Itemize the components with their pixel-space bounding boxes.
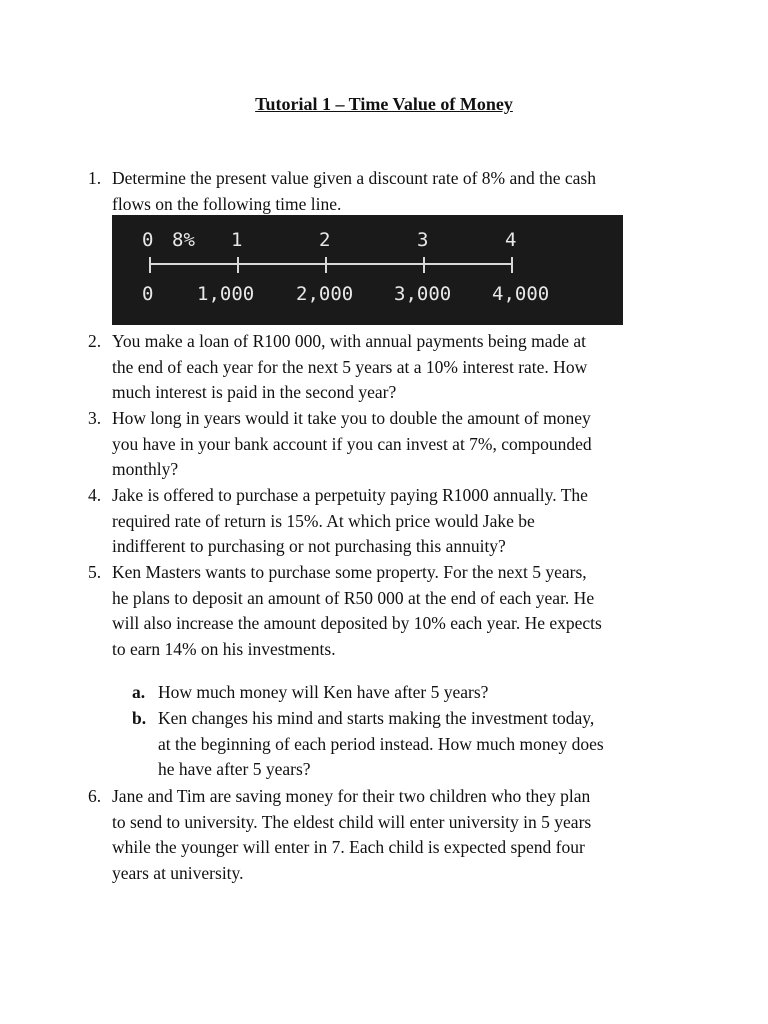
question-text-line: Ken Masters wants to purchase some property. For the next 5 years, [112, 562, 587, 582]
question-text-line: You make a loan of R100 000, with annual payments being made at [112, 331, 587, 351]
question-text-line: to send to university. The eldest child will enter university in 5 years [112, 811, 592, 832]
question-number: 2. [88, 331, 102, 351]
question-text-line: while the younger will enter in 7. Each child is expected spend four [112, 837, 585, 857]
cash-flow-timeline [112, 215, 623, 325]
question-2 [88, 329, 688, 406]
subpart-letter: a. [132, 682, 146, 702]
timeline-cash-flow: 0 [142, 283, 154, 305]
timeline-period-label: 0 [142, 229, 154, 251]
timeline-rate-label: 8% [172, 229, 195, 251]
question-text-line: he plans to deposit an amount of R50 000 at the end of each year. He [112, 587, 595, 608]
question-text-line: much interest is paid in the second year? [112, 382, 397, 402]
subpart-text-line: How much money will Ken have after 5 years? [158, 682, 489, 702]
timeline-period-label: 4 [505, 229, 517, 251]
question-text-line: indifferent to purchasing or not purchasing this annuity? [112, 536, 506, 556]
question-text-line: to earn 14% on his investments. [112, 638, 336, 659]
timeline-period-label: 2 [319, 229, 331, 251]
question-3 [88, 406, 688, 483]
timeline-tick [325, 257, 327, 273]
subpart-text-line: Ken changes his mind and starts making the investment today, [158, 708, 595, 728]
timeline-period-label: 3 [417, 229, 429, 251]
timeline-tick [237, 257, 239, 273]
page-title: Tutorial 1 – Time Value of Money [255, 94, 513, 114]
question-1 [88, 166, 688, 217]
subpart-letter: b. [132, 708, 147, 728]
question-5 [88, 560, 688, 662]
question-number: 4. [88, 485, 102, 505]
subpart-text-line: at the beginning of each period instead. How much money does [158, 733, 604, 754]
timeline-tick [149, 257, 151, 273]
timeline-period-label: 1 [231, 229, 243, 251]
timeline-cash-flow: 4,000 [492, 283, 550, 305]
question-text-line: will also increase the amount deposited by 10% each year. He expects [112, 613, 602, 633]
question-4 [88, 483, 688, 560]
timeline-axis [150, 263, 512, 265]
question-text-line: Jake is offered to purchase a perpetuity paying R1000 annually. The [112, 485, 588, 505]
question-number: 5. [88, 562, 102, 582]
question-5-subpart-b [132, 706, 692, 783]
question-number: 3. [88, 408, 102, 428]
timeline-cash-flow: 3,000 [394, 283, 452, 305]
question-text-line: How long in years would it take you to double the amount of money [112, 408, 591, 428]
question-text-line: Jane and Tim are saving money for their two children who they plan [112, 786, 591, 806]
question-text-line: required rate of return is 15%. At which price would Jake be [112, 510, 535, 531]
question-text-line: flows on the following time line. [112, 193, 342, 214]
timeline-tick [423, 257, 425, 273]
question-text-line: Determine the present value given a discount rate of 8% and the cash [112, 168, 596, 188]
timeline-cash-flow: 2,000 [296, 283, 354, 305]
question-text-line: the end of each year for the next 5 years at a 10% interest rate. How [112, 356, 588, 377]
question-text-line: monthly? [112, 459, 179, 479]
question-text-line: you have in your bank account if you can invest at 7%, compounded [112, 433, 592, 454]
question-text-line: years at university. [112, 862, 244, 883]
question-number: 6. [88, 786, 102, 806]
question-5-subpart-a [132, 680, 692, 706]
question-6 [88, 784, 688, 886]
question-number: 1. [88, 168, 102, 188]
timeline-tick [511, 257, 513, 273]
timeline-cash-flow: 1,000 [197, 283, 255, 305]
subpart-text-line: he have after 5 years? [158, 759, 311, 779]
